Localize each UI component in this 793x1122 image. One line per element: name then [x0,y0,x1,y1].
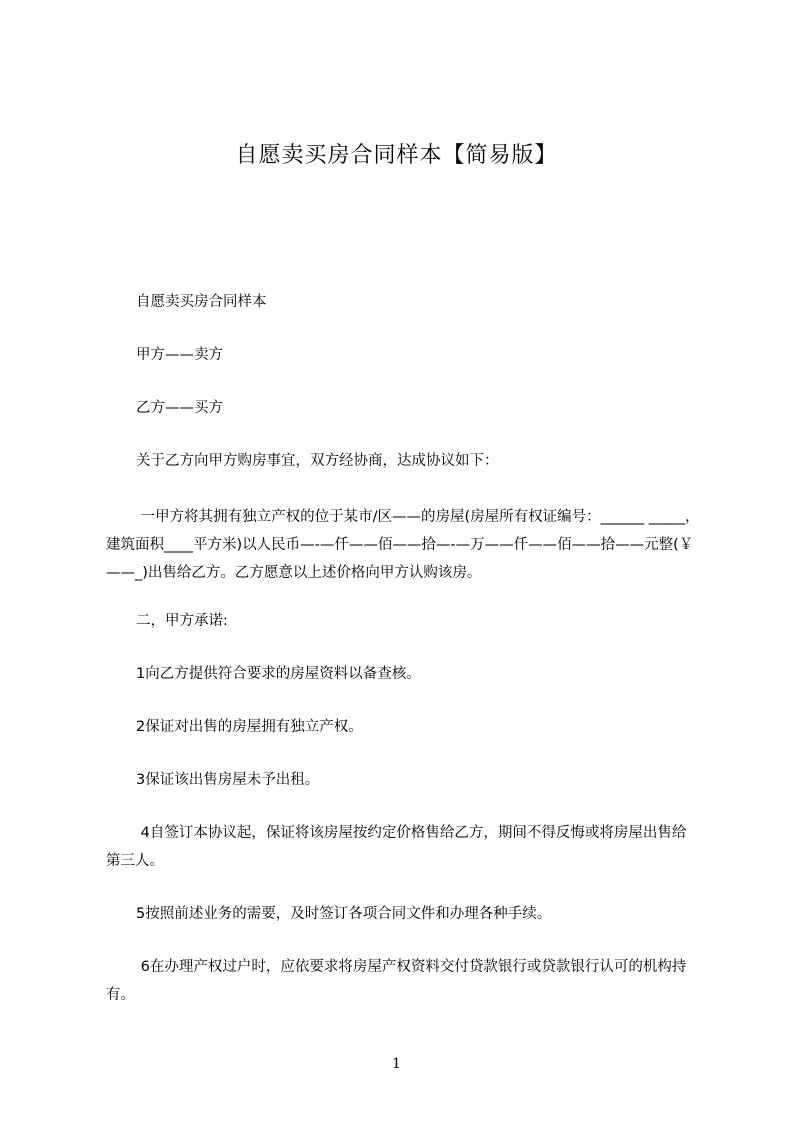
paragraph-clause-2-heading: 二，甲方承诺: [136,613,228,629]
paragraph-clause-1: 一甲方将其拥有独立产权的位于某市/区——的房屋(房屋所有权证编号：______ _____，建筑面积____平方米)以人民币—-—仟——佰——拾—-—万——仟——佰——拾——元整(￥——_)出售给乙方。乙方愿意以上述价格向甲方认购该房。 [106,509,700,581]
paragraph-party-b: 乙方——买方 [136,400,223,416]
paragraph-item-3: 3保证该出售房屋未予出租。 [136,772,320,788]
document-title: 自愿卖买房合同样本【简易版】 [235,143,558,168]
paragraph-party-a: 甲方——卖方 [136,347,223,363]
paragraph-intro: 关于乙方向甲方购房事宜，双方经协商，达成协议如下： [136,453,499,469]
paragraph-item-1: 1向乙方提供符合要求的房屋资料以备查核。 [136,666,421,682]
paragraph-item-6: 6在办理产权过户时，应依要求将房屋产权资料交付贷款银行或贷款银行认可的机构持有。 [106,959,687,1003]
page-number: 1 [392,1056,401,1072]
paragraph-item-5: 5按照前述业务的需要，及时签订各项合同文件和办理各种手续。 [136,906,552,922]
paragraph-heading: 自愿卖买房合同样本 [136,294,267,310]
paragraph-item-2: 2保证对出售的房屋拥有独立产权。 [136,719,363,735]
paragraph-item-4: 4自签订本协议起，保证将该房屋按约定价格售给乙方，期间不得反悔或将房屋出售给第三人。 [106,825,687,869]
